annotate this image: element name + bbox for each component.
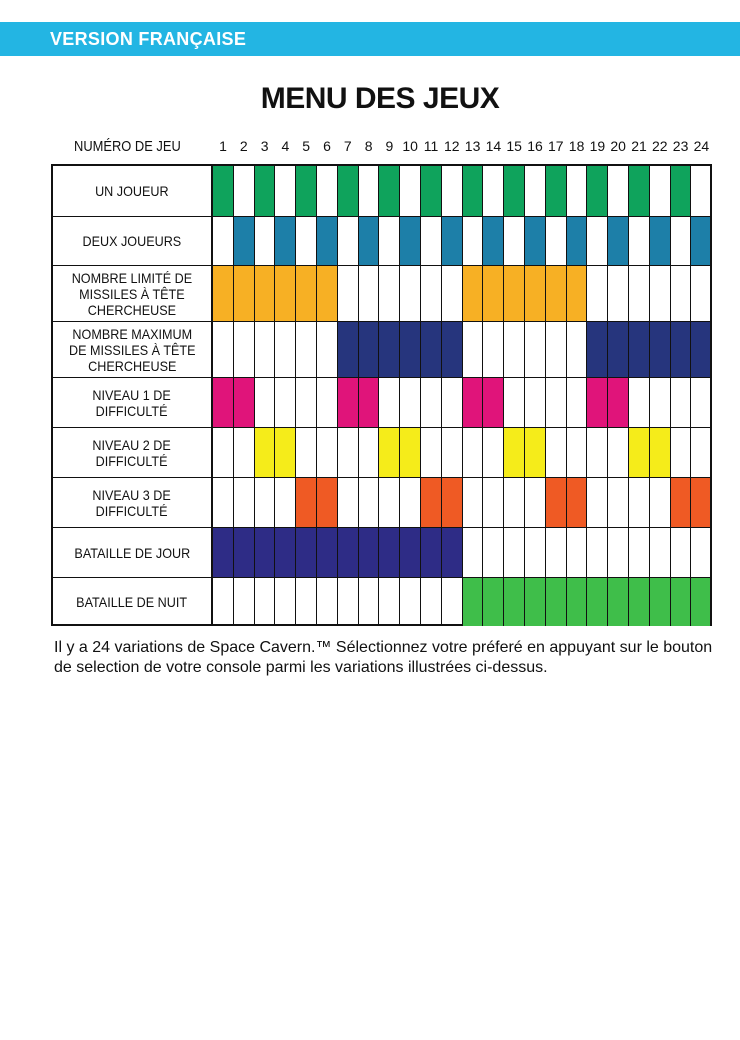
game-menu-table [51, 164, 712, 626]
empty-cell [359, 166, 380, 217]
active-cell [463, 266, 484, 322]
empty-cell [296, 378, 317, 428]
active-cell [400, 217, 421, 266]
active-cell [546, 478, 567, 528]
active-cell [255, 166, 276, 217]
empty-cell [629, 217, 650, 266]
active-cell [671, 578, 692, 626]
empty-cell [359, 478, 380, 528]
empty-cell [567, 166, 588, 217]
active-cell [400, 528, 421, 578]
row-label-text: NIVEAU 2 DE DIFFICULTÉ [92, 436, 172, 469]
row-label [53, 166, 213, 217]
empty-cell [629, 528, 650, 578]
active-cell [359, 322, 380, 378]
active-cell [296, 528, 317, 578]
row-label [53, 428, 213, 478]
active-cell [421, 322, 442, 378]
empty-cell [296, 322, 317, 378]
row-label [53, 478, 213, 528]
active-cell [213, 266, 234, 322]
row-label-text: UN JOUEUR [95, 183, 169, 199]
version-label: VERSION FRANÇAISE [50, 29, 247, 49]
active-cell [650, 217, 671, 266]
active-cell [504, 428, 525, 478]
empty-cell [275, 478, 296, 528]
row-label [53, 322, 213, 378]
active-cell [275, 528, 296, 578]
active-cell [296, 478, 317, 528]
empty-cell [317, 428, 338, 478]
empty-cell [442, 266, 463, 322]
empty-cell [546, 217, 567, 266]
active-cell [525, 578, 546, 626]
empty-cell [317, 166, 338, 217]
empty-cell [671, 378, 692, 428]
active-cell [400, 322, 421, 378]
empty-cell [379, 378, 400, 428]
empty-cell [442, 378, 463, 428]
empty-cell [463, 217, 484, 266]
empty-cell [213, 322, 234, 378]
active-cell [442, 478, 463, 528]
active-cell [629, 322, 650, 378]
active-cell [691, 217, 710, 266]
empty-cell [483, 166, 504, 217]
active-cell [338, 528, 359, 578]
empty-cell [691, 378, 710, 428]
empty-cell [317, 378, 338, 428]
active-cell [275, 428, 296, 478]
active-cell [671, 322, 692, 378]
active-cell [567, 478, 588, 528]
empty-cell [442, 428, 463, 478]
empty-cell [671, 428, 692, 478]
game-number-22: 22 [652, 138, 668, 154]
game-number-label: NUMÉRO DE JEU [74, 138, 181, 155]
active-cell [567, 578, 588, 626]
active-cell [650, 428, 671, 478]
empty-cell [483, 528, 504, 578]
active-cell [629, 578, 650, 626]
active-cell [567, 217, 588, 266]
active-cell [213, 528, 234, 578]
active-cell [691, 478, 710, 528]
active-cell [691, 322, 710, 378]
empty-cell [650, 166, 671, 217]
active-cell [317, 478, 338, 528]
active-cell [463, 578, 484, 626]
empty-cell [463, 322, 484, 378]
empty-cell [421, 378, 442, 428]
active-cell [234, 266, 255, 322]
game-number-2: 2 [239, 138, 248, 154]
game-number-5: 5 [302, 138, 311, 154]
empty-cell [338, 217, 359, 266]
empty-cell [608, 166, 629, 217]
empty-cell [359, 428, 380, 478]
empty-cell [338, 578, 359, 626]
empty-cell [691, 266, 710, 322]
empty-cell [463, 478, 484, 528]
active-cell [483, 266, 504, 322]
empty-cell [296, 217, 317, 266]
empty-cell [255, 378, 276, 428]
active-cell [525, 266, 546, 322]
empty-cell [275, 322, 296, 378]
active-cell [338, 322, 359, 378]
empty-cell [400, 266, 421, 322]
active-cell [691, 578, 710, 626]
active-cell [234, 217, 255, 266]
empty-cell [525, 478, 546, 528]
empty-cell [275, 166, 296, 217]
active-cell [629, 166, 650, 217]
game-number-8: 8 [364, 138, 373, 154]
active-cell [421, 478, 442, 528]
empty-cell [255, 217, 276, 266]
active-cell [608, 578, 629, 626]
empty-cell [400, 378, 421, 428]
active-cell [608, 378, 629, 428]
game-number-15: 15 [506, 138, 522, 154]
empty-cell [275, 578, 296, 626]
empty-cell [525, 322, 546, 378]
active-cell [650, 578, 671, 626]
game-number-10: 10 [402, 138, 418, 154]
game-number-13: 13 [464, 138, 481, 154]
empty-cell [525, 528, 546, 578]
game-number-23: 23 [672, 138, 689, 154]
row-label [53, 217, 213, 266]
empty-cell [317, 578, 338, 626]
empty-cell [275, 378, 296, 428]
active-cell [234, 528, 255, 578]
empty-cell [650, 266, 671, 322]
row-label [53, 528, 213, 578]
active-cell [379, 322, 400, 378]
active-cell [317, 266, 338, 322]
active-cell [275, 266, 296, 322]
empty-cell [504, 217, 525, 266]
game-number-20: 20 [610, 138, 626, 154]
active-cell [567, 266, 588, 322]
empty-cell [421, 578, 442, 626]
empty-cell [483, 322, 504, 378]
empty-cell [525, 378, 546, 428]
empty-cell [442, 578, 463, 626]
empty-cell [463, 428, 484, 478]
empty-cell [234, 428, 255, 478]
empty-cell [213, 478, 234, 528]
active-cell [463, 378, 484, 428]
empty-cell [317, 322, 338, 378]
active-cell [213, 378, 234, 428]
active-cell [463, 166, 484, 217]
active-cell [483, 378, 504, 428]
empty-cell [338, 428, 359, 478]
page-title: MENU DES JEUX [260, 82, 500, 115]
active-cell [546, 578, 567, 626]
row-label-text: NOMBRE LIMITÉ DE MISSILES À TÊTE CHERCHEUSE [71, 269, 193, 318]
game-number-18: 18 [568, 138, 585, 154]
empty-cell [608, 266, 629, 322]
empty-cell [400, 478, 421, 528]
game-number-1: 1 [219, 138, 227, 154]
active-cell [504, 166, 525, 217]
active-cell [546, 266, 567, 322]
active-cell [483, 217, 504, 266]
empty-cell [421, 428, 442, 478]
empty-cell [234, 478, 255, 528]
empty-cell [567, 378, 588, 428]
empty-cell [442, 166, 463, 217]
active-cell [587, 378, 608, 428]
empty-cell [255, 322, 276, 378]
empty-cell [650, 378, 671, 428]
row-label-text: NOMBRE MAXIMUM DE MISSILES À TÊTE CHERCHEUSE [68, 325, 196, 374]
active-cell [442, 217, 463, 266]
empty-cell [379, 217, 400, 266]
active-cell [671, 478, 692, 528]
empty-cell [483, 478, 504, 528]
game-number-19: 19 [589, 138, 606, 154]
empty-cell [504, 528, 525, 578]
empty-cell [608, 428, 629, 478]
game-number-6: 6 [323, 138, 331, 154]
empty-cell [691, 528, 710, 578]
active-cell [587, 578, 608, 626]
active-cell [234, 378, 255, 428]
empty-cell [379, 266, 400, 322]
empty-cell [296, 428, 317, 478]
active-cell [525, 217, 546, 266]
active-cell [483, 578, 504, 626]
active-cell [504, 578, 525, 626]
empty-cell [650, 528, 671, 578]
empty-cell [213, 428, 234, 478]
game-number-11: 11 [423, 138, 439, 154]
active-cell [608, 217, 629, 266]
game-number-14: 14 [485, 138, 502, 154]
empty-cell [587, 428, 608, 478]
active-cell [650, 322, 671, 378]
row-label [53, 578, 213, 626]
active-cell [296, 266, 317, 322]
active-cell [379, 428, 400, 478]
empty-cell [691, 166, 710, 217]
game-number-12: 12 [444, 138, 460, 154]
active-cell [629, 428, 650, 478]
empty-cell [671, 528, 692, 578]
empty-cell [483, 428, 504, 478]
game-number-24: 24 [693, 138, 710, 154]
row-label-text: BATAILLE DE NUIT [76, 594, 188, 610]
active-cell [338, 166, 359, 217]
active-cell [317, 528, 338, 578]
active-cell [504, 266, 525, 322]
active-cell [587, 322, 608, 378]
row-label-text: NIVEAU 3 DE DIFFICULTÉ [92, 486, 172, 519]
game-number-16: 16 [527, 138, 543, 154]
row-label-text: NIVEAU 1 DE DIFFICULTÉ [92, 386, 172, 419]
active-cell [421, 166, 442, 217]
empty-cell [213, 217, 234, 266]
empty-cell [504, 478, 525, 528]
active-cell [421, 528, 442, 578]
active-cell [338, 378, 359, 428]
empty-cell [255, 578, 276, 626]
empty-cell [671, 266, 692, 322]
row-label [53, 378, 213, 428]
active-cell [359, 528, 380, 578]
active-cell [255, 528, 276, 578]
empty-cell [338, 478, 359, 528]
active-cell [587, 166, 608, 217]
active-cell [275, 217, 296, 266]
empty-cell [671, 217, 692, 266]
empty-cell [234, 578, 255, 626]
empty-cell [567, 528, 588, 578]
empty-cell [296, 578, 317, 626]
empty-cell [567, 322, 588, 378]
active-cell [546, 166, 567, 217]
empty-cell [587, 217, 608, 266]
active-cell [400, 428, 421, 478]
active-cell [379, 528, 400, 578]
empty-cell [629, 266, 650, 322]
version-banner [0, 22, 740, 56]
empty-cell [463, 528, 484, 578]
active-cell [442, 322, 463, 378]
empty-cell [546, 378, 567, 428]
empty-cell [234, 322, 255, 378]
active-cell [608, 322, 629, 378]
game-number-21: 21 [631, 138, 647, 154]
empty-cell [379, 478, 400, 528]
empty-cell [255, 478, 276, 528]
empty-cell [421, 217, 442, 266]
game-number-17: 17 [548, 138, 564, 154]
empty-cell [338, 266, 359, 322]
active-cell [255, 266, 276, 322]
row-label-text: BATAILLE DE JOUR [74, 544, 190, 561]
game-number-9: 9 [385, 138, 394, 154]
active-cell [359, 217, 380, 266]
empty-cell [359, 578, 380, 626]
active-cell [213, 166, 234, 217]
empty-cell [504, 378, 525, 428]
active-cell [525, 428, 546, 478]
row-label [53, 266, 213, 322]
empty-cell [587, 528, 608, 578]
game-number-7: 7 [343, 138, 352, 154]
empty-cell [213, 578, 234, 626]
game-number-3: 3 [260, 138, 269, 154]
empty-cell [504, 322, 525, 378]
empty-cell [546, 528, 567, 578]
empty-cell [650, 478, 671, 528]
empty-cell [400, 166, 421, 217]
empty-cell [546, 322, 567, 378]
footnote-text: Il y a 24 variations de Space Cavern.™ Sélectionnez votre préferé en appuyant sur le bouton de selection de votre console parmi les variations illustrées ci-dessus. [54, 639, 713, 676]
empty-cell [587, 266, 608, 322]
empty-cell [629, 478, 650, 528]
empty-cell [400, 578, 421, 626]
empty-cell [629, 378, 650, 428]
empty-cell [691, 428, 710, 478]
empty-cell [567, 428, 588, 478]
empty-cell [608, 478, 629, 528]
empty-cell [525, 166, 546, 217]
active-cell [296, 166, 317, 217]
active-cell [671, 166, 692, 217]
empty-cell [234, 166, 255, 217]
row-label-text: DEUX JOUEURS [82, 233, 182, 249]
empty-cell [359, 266, 380, 322]
active-cell [359, 378, 380, 428]
empty-cell [587, 478, 608, 528]
empty-cell [608, 528, 629, 578]
empty-cell [379, 578, 400, 626]
active-cell [317, 217, 338, 266]
active-cell [442, 528, 463, 578]
active-cell [255, 428, 276, 478]
empty-cell [546, 428, 567, 478]
empty-cell [421, 266, 442, 322]
game-number-4: 4 [281, 138, 290, 154]
game-number-header [0, 138, 740, 158]
active-cell [379, 166, 400, 217]
